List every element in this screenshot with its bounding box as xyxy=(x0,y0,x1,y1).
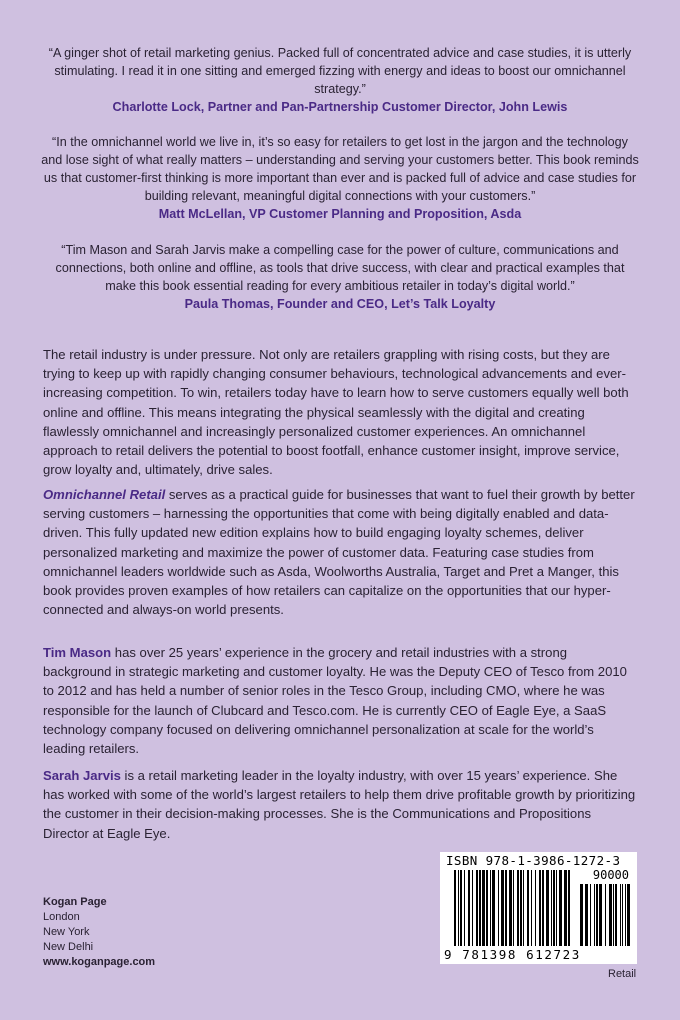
quote-attribution: Matt McLellan, VP Customer Planning and Proposition, Asda xyxy=(158,207,522,221)
author-name: Sarah Jarvis xyxy=(43,768,121,783)
author-bio-text: is a retail marketing leader in the loyalty industry, with over 15 years’ experience. She has worked with some of the world’s largest retailers to help them drive profitable growth by prioritizing the customer in their decision-making processes. She is the Communications and Propositions Director at Eagle Eye. xyxy=(43,768,636,841)
ean-number: 9 781398 612723 xyxy=(444,947,581,962)
isbn-barcode xyxy=(440,852,637,964)
quote-text: “Tim Mason and Sarah Jarvis make a compelling case for the power of culture, communications and connections, both online and offline, as tools that drive success, with clear and practical examples that make this book essential reading for every ambitious retailer in today’s digital world.” xyxy=(55,243,625,293)
isbn-number: ISBN 978-1-3986-1272-3 xyxy=(446,853,621,868)
endorsement-quote-3 xyxy=(40,241,640,313)
publisher-city: London xyxy=(43,911,80,923)
price-code: 90000 xyxy=(592,868,629,882)
publisher-city: New Delhi xyxy=(43,941,94,953)
quote-attribution: Paula Thomas, Founder and CEO, Let’s Talk Loyalty xyxy=(184,297,496,311)
description-paragraph-2 xyxy=(43,485,637,619)
author-bio-sarah-jarvis xyxy=(43,766,637,843)
endorsement-quote-1 xyxy=(40,44,640,116)
quote-attribution: Charlotte Lock, Partner and Pan-Partnership Customer Director, John Lewis xyxy=(112,100,568,114)
quote-text: “A ginger shot of retail marketing genius. Packed full of concentrated advice and case studies, it is utterly stimulating. I read it in one sitting and emerged fizzing with energy and ideas to boost our omnichannel strategy.” xyxy=(48,46,632,96)
description-text: serves as a practical guide for businesses that want to fuel their growth by better serving customers – harnessing the opportunities that come with being digitally enabled and data-driven. This fully updated new edition explains how to build engaging loyalty schemes, deliver personalized marketing and maximize the power of customer data. Featuring case studies from omnichannel leaders worldwide such as Asda, Woolworths Australia, Target and Pret a Manger, this book provides proven examples of how retailers can capitalize on the opportunities that our hyper-connected and always-on world presents. xyxy=(43,487,635,618)
book-title: Omnichannel Retail xyxy=(43,487,166,502)
endorsement-quote-2 xyxy=(40,133,640,223)
publisher-city: New York xyxy=(43,926,90,938)
publisher-name: Kogan Page xyxy=(43,896,107,908)
publisher-url: www.koganpage.com xyxy=(43,956,156,968)
description-paragraph-1: The retail industry is under pressure. Not only are retailers grappling with rising costs, but they are trying to keep up with rapidly changing consumer behaviours, technological advancements and ever-increasing competition. To win, retailers today have to learn how to serve customers equally well both online and offline. This means integrating the physical seamlessly with the digital and creating flawlessly omnichannel and increasingly personalized customer experiences. An omnichannel approach to retail delivers the potential to boost footfall, enhance customer insight, improve service, grow loyalty and, ultimately, drive sales. xyxy=(43,347,629,478)
quote-text: “In the omnichannel world we live in, it’s so easy for retailers to get lost in the jargon and the technology and lose sight of what really matters – understanding and serving your customers better. This book reminds us that customer-first thinking is more important than ever and is packed full of advice and case studies for building relevant, meaningful digital connections with your customers.” xyxy=(41,135,639,203)
category-label: Retail xyxy=(608,968,637,980)
author-name: Tim Mason xyxy=(43,645,112,660)
publisher-info xyxy=(43,895,155,970)
author-bio-text: has over 25 years’ experience in the grocery and retail industries with a strong background in strategic marketing and customer loyalty. He was the Deputy CEO of Tesco from 2010 to 2012 and has held a number of senior roles in the Tesco Group, including CMO, where he was responsible for the launch of Clubcard and Tesco.com. He is currently CEO of Eagle Eye, a SaaS technology company focused on delivering omnichannel personalization at scale for the world’s leading retailers. xyxy=(43,645,627,757)
author-bio-tim-mason xyxy=(43,643,637,758)
